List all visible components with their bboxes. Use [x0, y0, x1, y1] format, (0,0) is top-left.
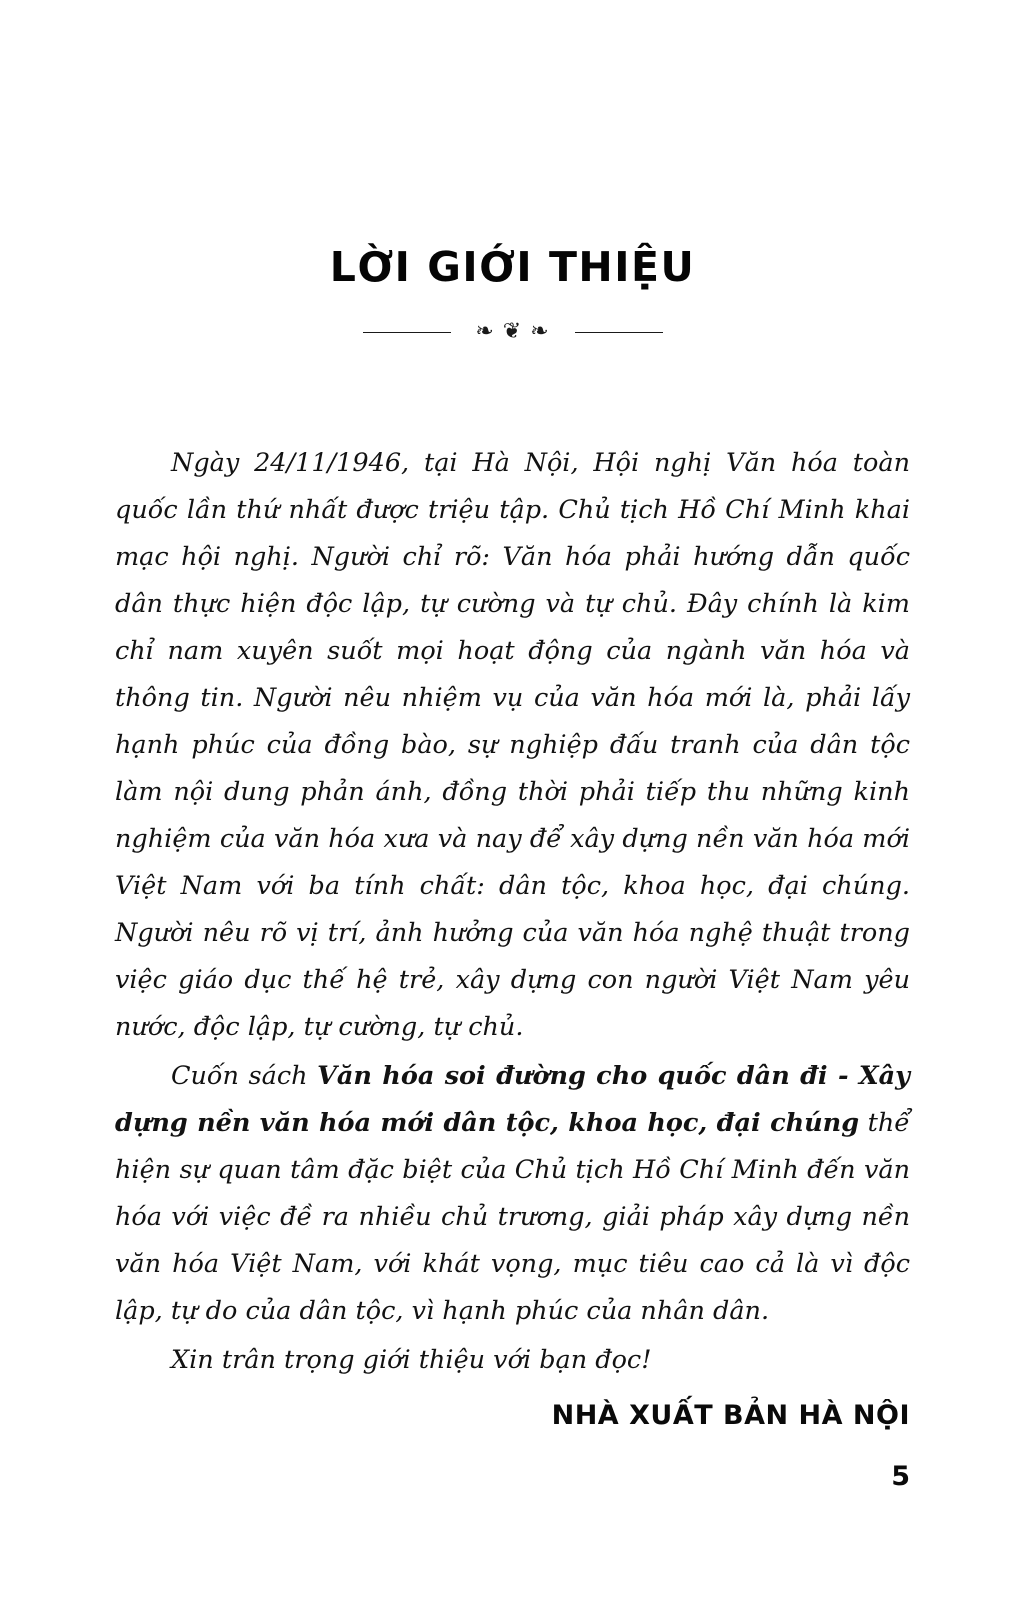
divider-rule-right	[575, 332, 663, 333]
paragraph-2-rest: thể hiện sự quan tâm đặc biệt của Chủ tịch Hồ Chí Minh đến văn hóa với việc đề ra nhiều chủ trương, giải pháp xây dựng nền văn hóa Việt Nam, với khát vọng, mục tiêu cao cả là vì độc lập, tự do của dân tộc, vì hạnh phúc của nhân dân.	[115, 1107, 910, 1326]
page-number: 5	[891, 1461, 910, 1492]
body-text	[115, 440, 910, 1439]
book-title: Văn hóa soi đường cho quốc dân đi - Xây dựng nền văn hóa mới dân tộc, khoa học, đại chúng	[115, 1060, 910, 1138]
divider-rule-left	[363, 332, 451, 333]
ornamental-divider	[363, 318, 663, 348]
page-title: LỜI GIỚI THIỆU	[329, 243, 696, 291]
paragraph-2-lead: Cuốn sách	[171, 1060, 318, 1091]
publisher-signature: NHÀ XUẤT BẢN HÀ NỘI	[551, 1399, 910, 1431]
flourish-icon: ❧ ❦ ❧	[475, 318, 550, 344]
paragraph-1: Ngày 24/11/1946, tại Hà Nội, Hội nghị Văn hóa toàn quốc lần thứ nhất được triệu tập. Chủ tịch Hồ Chí Minh khai mạc hội nghị. Người chỉ rõ: Văn hóa phải hướng dẫn quốc dân thực hiện độc lập, tự cường và tự chủ. Đây chính là kim chỉ nam xuyên suốt mọi hoạt động của ngành văn hóa và thông tin. Người nêu nhiệm vụ của văn hóa mới là, phải lấy hạnh phúc của đồng bào, sự nghiệp đấu tranh của dân tộc làm nội dung phản ánh, đồng thời phải tiếp thu những kinh nghiệm của văn hóa xưa và nay để xây dựng nền văn hóa mới Việt Nam với ba tính chất: dân tộc, khoa học, đại chúng. Người nêu rõ vị trí, ảnh hưởng của văn hóa nghệ thuật trong việc giáo dục thế hệ trẻ, xây dựng con người Việt Nam yêu nước, độc lập, tự cường, tự chủ.	[115, 447, 910, 1042]
paragraph-2	[115, 1053, 910, 1335]
closing-line: Xin trân trọng giới thiệu với bạn đọc!	[171, 1344, 652, 1375]
